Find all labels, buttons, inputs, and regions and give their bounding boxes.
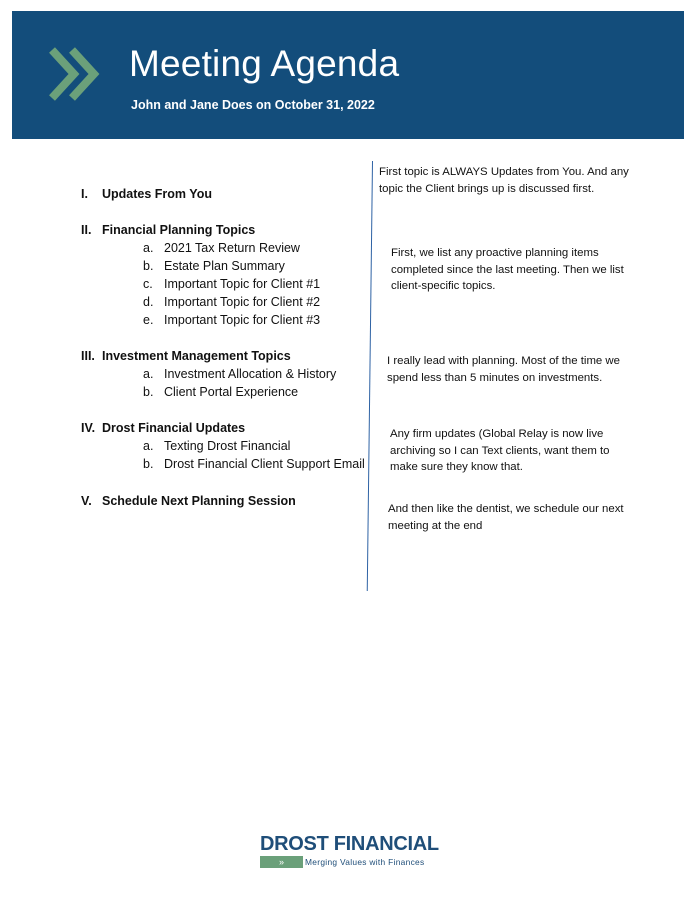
section-label: Schedule Next Planning Session bbox=[102, 494, 296, 508]
subitem-letter: b. bbox=[143, 385, 154, 399]
subitem-label: Estate Plan Summary bbox=[164, 259, 285, 273]
subitem-label: Important Topic for Client #1 bbox=[164, 277, 321, 291]
logo-chevron-icon: » bbox=[260, 856, 303, 868]
note-updates: First topic is ALWAYS Updates from You. And any topic the Client brings up is discussed first. bbox=[379, 166, 629, 195]
subitem-letter: a. bbox=[143, 367, 154, 381]
subitem-letter: a. bbox=[143, 439, 154, 453]
notes-divider bbox=[367, 161, 373, 591]
subitem-label: 2021 Tax Return Review bbox=[164, 241, 300, 255]
subitem-label: Important Topic for Client #2 bbox=[164, 295, 321, 309]
section-number: V. bbox=[81, 494, 92, 508]
note-firm-updates: Any firm updates (Global Relay is now live archiving so I can Text clients, want them to make sure they know that. bbox=[390, 428, 610, 474]
subitem-letter: d. bbox=[143, 295, 154, 309]
page-title: Meeting Agenda bbox=[129, 43, 400, 84]
section-number: II. bbox=[81, 223, 92, 237]
subitem-letter: c. bbox=[143, 277, 153, 291]
page-subtitle: John and Jane Does on October 31, 2022 bbox=[131, 98, 375, 112]
section-number: I. bbox=[81, 187, 88, 201]
logo-tagline: Merging Values with Finances bbox=[305, 857, 425, 867]
subitem-label: Drost Financial Client Support Email bbox=[164, 457, 365, 471]
note-planning: First, we list any proactive planning items completed since the last meeting. Then we list client-specific topics. bbox=[391, 247, 624, 293]
note-scheduling: And then like the dentist, we schedule our next meeting at the end bbox=[388, 503, 624, 532]
note-investments: I really lead with planning. Most of the time we spend less than 5 minutes on investments. bbox=[387, 355, 620, 384]
company-logo bbox=[260, 833, 439, 868]
subitem-letter: b. bbox=[143, 259, 154, 273]
subitem-label: Important Topic for Client #3 bbox=[164, 313, 321, 327]
subitem-letter: b. bbox=[143, 457, 154, 471]
double-chevron-right-icon bbox=[46, 42, 106, 106]
header-banner bbox=[12, 11, 684, 139]
section-label: Updates From You bbox=[102, 187, 212, 201]
subitem-letter: e. bbox=[143, 313, 154, 327]
logo-name: DROST FINANCIAL bbox=[260, 833, 439, 855]
subitem-label: Texting Drost Financial bbox=[164, 439, 291, 453]
section-number: IV. bbox=[81, 421, 96, 435]
section-number: III. bbox=[81, 349, 95, 363]
subitem-letter: a. bbox=[143, 241, 154, 255]
section-label: Investment Management Topics bbox=[102, 349, 291, 363]
section-label: Drost Financial Updates bbox=[102, 421, 246, 435]
subitem-label: Client Portal Experience bbox=[164, 385, 299, 399]
subitem-label: Investment Allocation & History bbox=[164, 367, 337, 381]
section-label: Financial Planning Topics bbox=[102, 223, 256, 237]
